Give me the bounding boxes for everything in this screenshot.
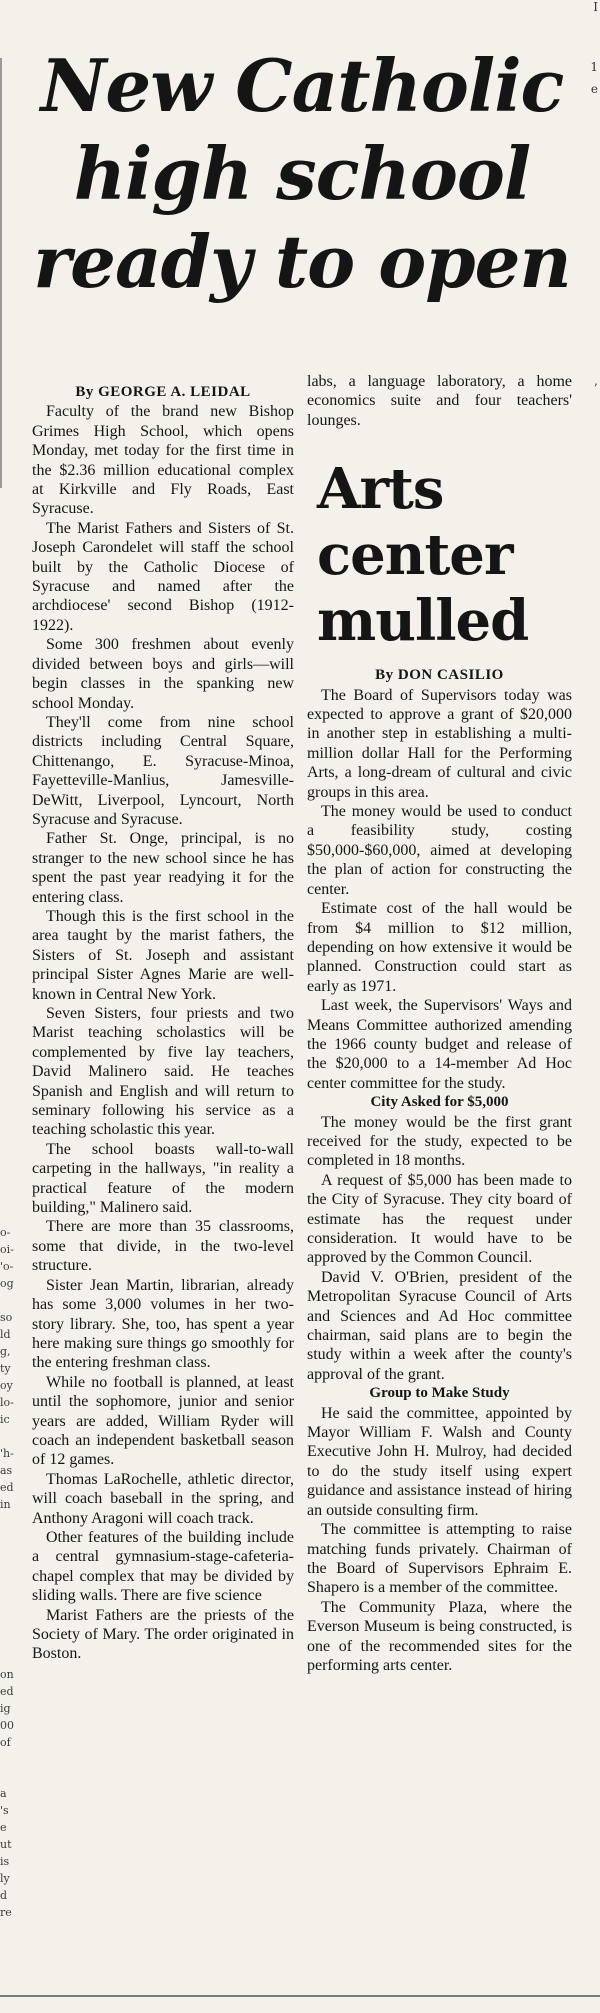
left-fragment [0,935,22,952]
left-fragment: e [0,1821,7,1834]
article2-body-a [307,686,572,1094]
left-fragment: ly [0,1872,10,1885]
left-fragment [0,578,22,595]
article2-paragraph: David V. O'Brien, president of the Metropolitan Syracuse Council of Arts and Sciences and Ad Hoc committee chairman, said plans are to begin the study within a week after the county's approval of the grant. [307,1268,572,1383]
left-fragment [0,1530,22,1547]
left-fragment [0,408,22,425]
left-fragment: as [0,1464,13,1477]
article2-paragraph: A request of $5,000 has been made to the City of Syracuse. They city board of estimate has the request under consideration. It would have to be approved by the Common Council. [307,1171,572,1267]
left-fragment [0,255,22,272]
headline-line: mulled [317,588,529,655]
left-fragment: re [0,1906,12,1919]
left-fragment [0,680,22,697]
left-fragment [0,17,22,34]
left-fragment [0,646,22,663]
left-fragment [0,374,22,391]
left-fragment [0,748,22,765]
article2-byline: By DON CASILIO [375,667,504,684]
left-fragment [0,442,22,459]
left-fragment: o- [0,1226,11,1239]
left-fragment: 's [0,1804,9,1817]
left-fragment: in [0,1498,11,1511]
left-fragment: 'h- [0,1447,14,1460]
article2-subhead: City Asked for $5,000 [370,1094,509,1111]
left-fragment [0,476,22,493]
left-fragment [0,816,22,833]
left-fragment: ed [0,1685,14,1698]
left-fragment [0,272,22,289]
headline-line: Arts [317,456,444,523]
article1-paragraph: Other features of the building include a central gymnasium-stage-cafeteria-chapel complex that may be divided by sliding walls. There are five science [32,1528,294,1605]
article2-headline [307,456,572,654]
article2-paragraph: Estimate cost of the hall would be from $4 million to $12 million, depending on how extensive it would be planned. Construction could start as early as 1971. [307,900,572,995]
left-fragment [0,1054,22,1071]
left-fragment [0,1037,22,1054]
left-fragment [0,527,22,544]
left-fragment [0,663,22,680]
article1-paragraph: Sister Jean Martin, librarian, already has some 3,000 volumes in her two-story library. She, too, has spent a year here making sure things go smoothly for the entering freshman class. [32,1276,294,1372]
left-fragment [0,697,22,714]
article1-paragraph: Thomas LaRochelle, athletic director, will coach baseball in the spring, and Anthony Aragoni will coach track. [32,1470,294,1527]
left-fragment [0,918,22,935]
left-fragment [0,1139,22,1156]
left-fragment: ty [0,1362,11,1375]
article2-subhead: Group to Make Study [369,1385,510,1402]
left-fragment [0,340,22,357]
article2-body-b [307,1113,572,1385]
left-fragment [0,1751,22,1768]
left-fragment [0,510,22,527]
headline-line: ready to open [33,219,571,304]
left-fragment [0,153,22,170]
article2-paragraph: The committee is attempting to raise matching funds privately. Chairman of the Board of Supervisors Ephraim E. Shapero is a member of the committee. [307,1521,572,1597]
left-fragment [0,238,22,255]
left-fragment: ut [0,1838,12,1851]
left-fragment: ic [0,1413,10,1426]
left-fragment [0,289,22,306]
left-fragment: ld [0,1328,11,1341]
article1-paragraph: Father St. Onge, principal, is no stranger to the new school since he has spent the past year readying it for the entering class. [32,830,294,906]
right-fragment: I [593,0,598,14]
left-fragment [0,1598,22,1615]
headline-line: center [317,522,513,589]
left-fragment [0,884,22,901]
article1-paragraph: Marist Fathers are the priests of the Society of Mary. The order originated in Boston. [32,1606,294,1663]
article1-continuation: labs, a language laboratory, a home economics suite and four teachers' lounges. [307,373,572,429]
left-fragment: 00 [0,1719,14,1732]
left-fragment [0,1292,22,1309]
left-fragment [0,850,22,867]
left-fragment [0,986,22,1003]
article2-paragraph: The money would be used to conduct a feasibility study, costing $50,000-$60,000, aimed at developing the plan of action for constructing the center. [307,803,572,898]
left-fragment [0,1547,22,1564]
article1-paragraph: There are more than 35 classrooms, some that divide, in the two-level structure. [32,1218,294,1275]
article1-paragraph: The school boasts wall-to-wall carpeting in the hallways, "in reality a practical feature of the modern building," Malinero said. [32,1140,294,1217]
article2-paragraph: The Community Plaza, where the Everson Museum is being constructed, is one of the recommended sites for the performing arts center. [307,1598,572,1674]
left-fragment [0,0,22,17]
left-fragment-list [0,0,22,1921]
left-fragment [0,102,22,119]
right-fragment: e [590,82,598,96]
left-fragment [0,1156,22,1173]
article2-paragraph: He said the committee, appointed by Mayor William F. Walsh and County Executive John H. Mulroy, had decided to do the study itself using expert guidance and assistance instead of hiring an outside consulting firm. [307,1404,572,1519]
left-fragment [0,357,22,374]
left-fragment [0,1564,22,1581]
article2-paragraph: The money would be the first grant received for the study, expected to be completed in 18 months. [307,1113,572,1170]
page-bottom-rule [0,1995,600,1997]
article1-paragraph: Though this is the first school in the area taught by the marist fathers, the Sisters of St. Joseph and assistant principal Sister Agnes Marie are well-known in Central New York. [32,907,294,1003]
second-column [307,372,572,1675]
left-fragment [0,136,22,153]
column-rule [0,58,2,488]
left-fragment: ig [0,1702,11,1715]
left-fragment [0,221,22,238]
left-fragment [0,1088,22,1105]
left-fragment: oy [0,1379,13,1392]
left-fragment: 'o- [0,1260,14,1273]
left-fragment [0,1190,22,1207]
left-fragment [0,1513,22,1530]
left-fragment: lo- [0,1396,14,1409]
right-fragment: , [594,374,598,388]
left-fragment: og [0,1277,14,1290]
left-fragment [0,901,22,918]
left-fragment: of [0,1736,11,1749]
left-fragment [0,1581,22,1598]
left-fragment [0,459,22,476]
article1-paragraph: Some 300 freshmen about evenly divided between boys and girls—will begin classes in the spanking new school Monday. [32,636,294,712]
left-fragment [0,561,22,578]
left-fragment [0,612,22,629]
left-fragment [0,425,22,442]
article1-paragraph: The Marist Fathers and Sisters of St. Joseph Carondelet will staff the school built by the Catholic Diocese of Syracuse and named after the archdiocese' second Bishop (1912-1922). [32,519,294,634]
left-fragment [0,1105,22,1122]
left-fragment [0,1020,22,1037]
left-fragment [0,731,22,748]
left-fragment [0,1632,22,1649]
article2-paragraph: Last week, the Supervisors' Ways and Means Committee authorized amending the 1966 county budget and release of the $20,000 to a 14-member Ad Hoc center committee for the study. [307,997,572,1092]
article2-paragraph: The Board of Supervisors today was expected to approve a grant of $20,000 in another step in establishing a multi-million dollar Hall for the Performing Arts, a long-dream of cultural and civic groups in this area. [307,686,572,801]
left-margin-fragments [0,0,22,2013]
left-fragment [0,391,22,408]
left-fragment [0,323,22,340]
left-fragment: oi- [0,1243,14,1256]
left-fragment: a [0,1787,7,1800]
left-fragment: g, [0,1345,11,1358]
left-fragment [0,34,22,51]
left-fragment [0,204,22,221]
right-fragment: 1 [590,60,598,74]
left-fragment [0,1428,22,1445]
left-fragment [0,1615,22,1632]
left-fragment [0,595,22,612]
left-fragment: on [0,1668,14,1681]
headline-line: high school [73,131,531,216]
left-fragment [0,306,22,323]
article1-headline [32,42,572,306]
article1-paragraph: Faculty of the brand new Bishop Grimes High School, which opens Monday, met today for the first time in the $2.36 million educational complex at Kirkville and Fly Roads, East Syracuse. [32,403,294,518]
article2-body-c [307,1404,572,1676]
left-fragment [0,867,22,884]
article1-paragraph: They'll come from nine school districts including Central Square, Chittenango, E. Syracuse-Minoa, Fayetteville-Manlius, Jamesville-DeWitt, Liverpool, Lyncourt, North Syracuse and Syracuse. [32,713,294,828]
left-fragment [0,782,22,799]
headline-line: New Catholic [40,43,564,128]
left-fragment [0,170,22,187]
left-fragment [0,1649,22,1666]
left-fragment [0,799,22,816]
left-fragment [0,51,22,68]
article1-column [32,383,294,1664]
left-fragment [0,119,22,136]
left-fragment [0,1071,22,1088]
left-fragment [0,969,22,986]
article1-paragraph: While no football is planned, at least until the sophomore, junior and senior years are added, William Ryder will coach an independent basketball season of 12 games. [32,1373,294,1469]
left-fragment [0,714,22,731]
left-fragment [0,85,22,102]
left-fragment [0,187,22,204]
left-fragment [0,1768,22,1785]
left-fragment [0,1173,22,1190]
left-fragment: so [0,1311,13,1324]
article1-byline: By GEORGE A. LEIDAL [75,384,251,400]
left-fragment [0,1003,22,1020]
left-fragment: ed [0,1481,14,1494]
left-fragment [0,629,22,646]
article1-body [32,402,294,1663]
left-fragment [0,952,22,969]
left-fragment: d [0,1889,8,1902]
left-fragment [0,1122,22,1139]
left-fragment [0,1207,22,1224]
left-fragment [0,493,22,510]
right-margin-fragments [578,0,600,2013]
left-fragment [0,544,22,561]
left-fragment [0,68,22,85]
left-fragment [0,765,22,782]
article1-paragraph: Seven Sisters, four priests and two Marist teaching scholastics will be complemented by five lay teachers, David Malinero said. He teaches Spanish and English and will return to seminary following his service as a teaching scholastic this year. [32,1005,294,1139]
left-fragment: is [0,1855,10,1868]
left-fragment [0,833,22,850]
